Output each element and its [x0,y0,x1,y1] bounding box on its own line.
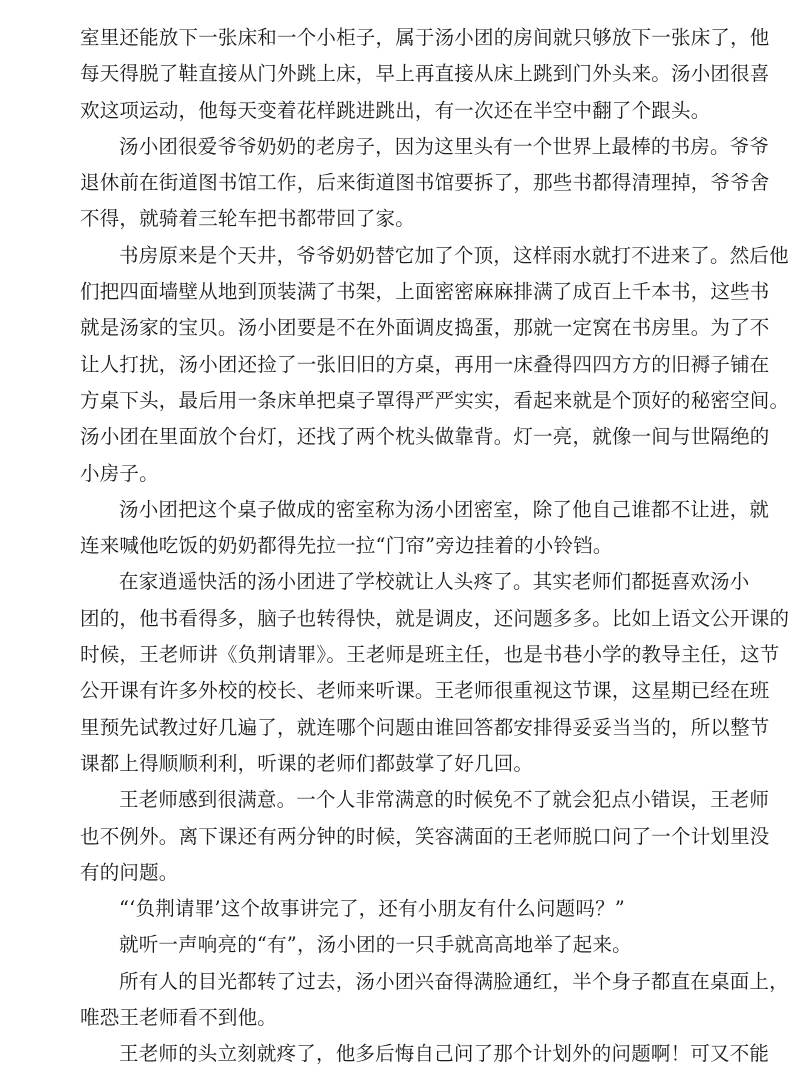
text-line: 团的，他书看得多，脑子也转得快，就是调皮，还问题多多。比如上语文公开课的 [80,606,790,630]
text-line: 们把四面墙壁从地到顶装满了书架，上面密密麻麻排满了成百上千本书，这些书 [80,280,770,304]
dialogue-line: “‘负荆请罪’这个故事讲完了，还有小朋友有什么问题吗？” [119,897,625,921]
text-line: 方桌下头，最后用一条床单把桌子罩得严严实实，看起来就是个顶好的秘密空间。 [80,388,790,412]
paragraph-first-line: 王老师的头立刻就疼了，他多后悔自己问了那个计划外的问题啊！可又不能 [119,1042,770,1066]
text-line: 就是汤家的宝贝。汤小团要是不在外面调皮捣蛋，那就一定窝在书房里。为了不 [80,316,770,340]
text-line: 课都上得顺顺利利，听课的老师们都鼓掌了好几回。 [80,751,534,775]
text-line: 连来喊他吃饭的奶奶都得先拉一拉“门帘”旁边挂着的小铃铛。 [80,534,613,558]
paragraph-first-line: 书房原来是个天井，爷爷奶奶替它加了个顶，这样雨水就打不进来了。然后他 [119,243,789,267]
paragraph-first-line: 汤小团很爱爷爷奶奶的老房子，因为这里头有一个世界上最棒的书房。爷爷 [119,134,770,158]
text-line: 唯恐王老师看不到他。 [80,1006,278,1030]
text-line: 汤小团在里面放个台灯，还找了两个枕头做靠背。灯一亮，就像一间与世隔绝的 [80,425,770,449]
paragraph-first-line: 就听一声响亮的“有”，汤小团的一只手就高高地举了起来。 [119,933,632,957]
paragraph-first-line: 在家逍遥快活的汤小团进了学校就让人头疼了。其实老师们都挺喜欢汤小 [119,570,750,594]
text-line: 有的问题。 [80,860,179,884]
text-line: 欢这项运动，他每天变着花样跳进跳出，有一次还在半空中翻了个跟头。 [80,98,711,122]
text-line: 退休前在街道图书馆工作，后来街道图书馆要拆了，那些书都得清理掉，爷爷舍 [80,171,770,195]
text-line: 里预先试教过好几遍了，就连哪个问题由谁回答都安排得妥妥当当的，所以整节 [80,715,770,739]
text-line: 也不例外。离下课还有两分钟的时候，笑容满面的王老师脱口问了一个计划里没 [80,824,770,848]
text-line: 不得，就骑着三轮车把书都带回了家。 [80,207,415,231]
text-line: 每天得脱了鞋直接从门外跳上床，早上再直接从床上跳到门外头来。汤小团很喜 [80,62,770,86]
text-line: 小房子。 [80,461,159,485]
text-line: 室里还能放下一张床和一个小柜子，属于汤小团的房间就只够放下一张床了，他 [80,26,770,49]
book-page [80,20,790,1073]
paragraph-first-line: 王老师感到很满意。一个人非常满意的时候免不了就会犯点小错误，王老师 [119,788,770,812]
text-line: 让人打扰，汤小团还捡了一张旧旧的方桌，再用一床叠得四四方方的旧褥子铺在 [80,352,770,376]
paragraph-first-line: 汤小团把这个桌子做成的密室称为汤小团密室，除了他自己谁都不让进，就 [119,497,770,521]
text-line: 公开课有许多外校的校长、老师来听课。王老师很重视这节课，这星期已经在班 [80,679,770,703]
text-line: 时候，王老师讲《负荆请罪》。王老师是班主任，也是书巷小学的教导主任，这节 [80,643,780,667]
paragraph-first-line: 所有人的目光都转了过去，汤小团兴奋得满脸通红，半个身子都直在桌面上， [119,969,789,993]
